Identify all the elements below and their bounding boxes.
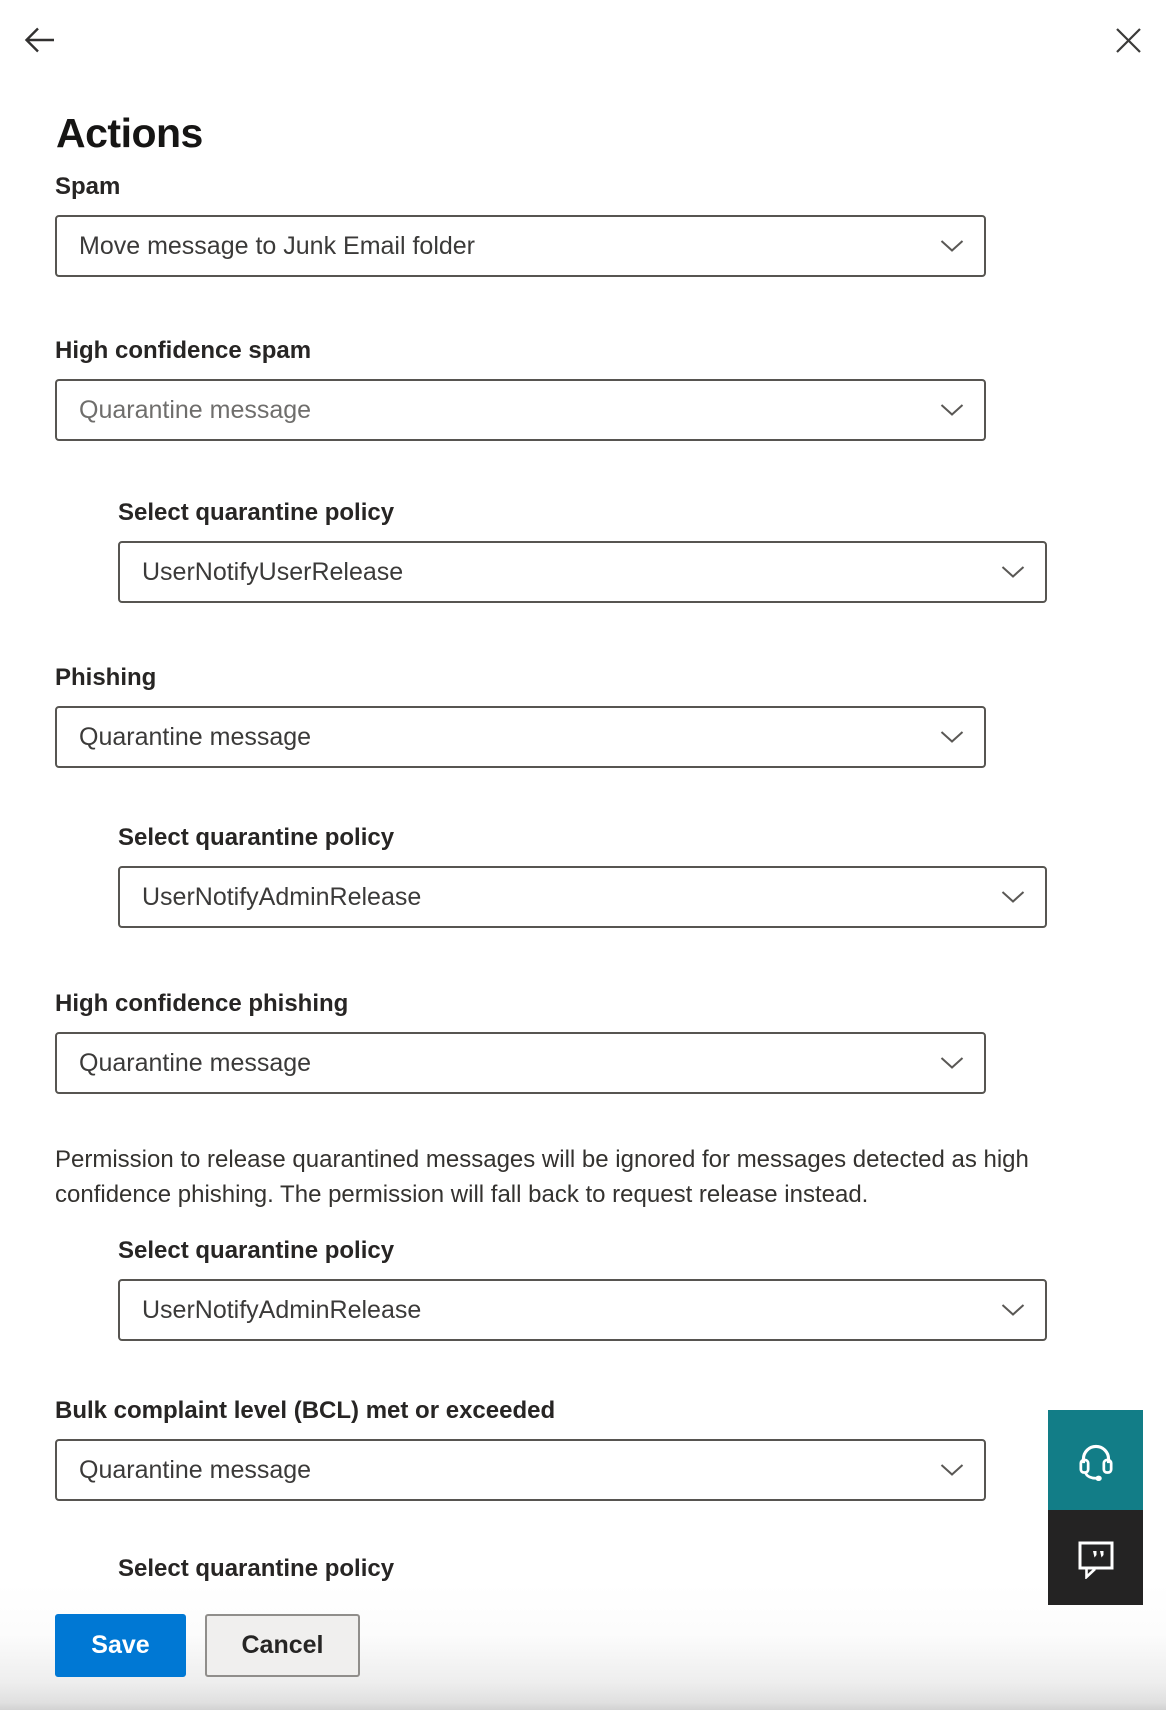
form-field-spam xyxy=(55,172,986,277)
quarantine-policy-phishing-select[interactable] xyxy=(118,866,1047,928)
high-confidence-phishing-select[interactable] xyxy=(55,1032,986,1094)
dropdown-selected-value: Quarantine message xyxy=(79,395,312,424)
chevron-down-icon xyxy=(1001,1304,1025,1317)
arrow-left-icon xyxy=(23,25,57,55)
field-label: Select quarantine policy xyxy=(118,1237,395,1264)
field-label: High confidence spam xyxy=(55,337,312,364)
phishing-select[interactable] xyxy=(55,706,986,768)
dropdown-selected-value: UserNotifyUserRelease xyxy=(142,557,404,586)
close-icon xyxy=(1115,27,1142,54)
feedback-chat-icon xyxy=(1074,1537,1118,1579)
spam-select[interactable] xyxy=(55,215,986,277)
field-label: Select quarantine policy xyxy=(118,824,395,851)
high-confidence-spam-select[interactable] xyxy=(55,379,986,441)
chevron-down-icon xyxy=(940,1057,964,1070)
chevron-down-icon xyxy=(940,404,964,417)
quarantine-policy-spam-select[interactable] xyxy=(118,541,1047,603)
feedback-button[interactable] xyxy=(1048,1510,1143,1605)
chevron-down-icon xyxy=(940,1464,964,1477)
back-button[interactable] xyxy=(14,14,66,66)
close-button[interactable] xyxy=(1102,14,1154,66)
dropdown-selected-value: Quarantine message xyxy=(79,722,312,751)
chevron-down-icon xyxy=(940,240,964,253)
dropdown-selected-value: Quarantine message xyxy=(79,1048,312,1077)
chevron-down-icon xyxy=(1001,566,1025,579)
field-label: Select quarantine policy xyxy=(118,1555,395,1582)
form-field-quarantine-policy-phishing xyxy=(118,823,1047,928)
form-field-high-confidence-spam xyxy=(55,336,986,441)
dropdown-selected-value: UserNotifyAdminRelease xyxy=(142,882,422,911)
field-label: Select quarantine policy xyxy=(118,499,395,526)
dropdown-selected-value: Move message to Junk Email folder xyxy=(79,231,476,260)
bcl-select[interactable] xyxy=(55,1439,986,1501)
chevron-down-icon xyxy=(1001,891,1025,904)
chevron-down-icon xyxy=(940,731,964,744)
form-field-high-confidence-phishing xyxy=(55,989,986,1094)
field-label: Bulk complaint level (BCL) met or exceeded xyxy=(55,1397,556,1424)
dropdown-selected-value: Quarantine message xyxy=(79,1455,312,1484)
form-field-quarantine-policy-spam xyxy=(118,498,1047,603)
field-label: High confidence phishing xyxy=(55,990,349,1017)
form-field-quarantine-policy-hcp xyxy=(118,1236,1047,1341)
save-button[interactable]: Save xyxy=(55,1614,186,1677)
high-confidence-phishing-note: Permission to release quarantined messages will be ignored for messages detected as high confidence phishing. The permission will fall back to request release instead. xyxy=(55,1146,1029,1208)
quarantine-policy-hcp-select[interactable] xyxy=(118,1279,1047,1341)
headset-icon xyxy=(1073,1437,1119,1483)
cancel-button[interactable]: Cancel xyxy=(205,1614,360,1677)
field-label: Phishing xyxy=(55,664,157,691)
dropdown-selected-value: UserNotifyAdminRelease xyxy=(142,1295,422,1324)
field-label: Spam xyxy=(55,173,121,200)
footer-bar xyxy=(0,1583,1166,1710)
form-field-bcl xyxy=(55,1396,986,1501)
page-title: Actions xyxy=(56,110,203,157)
support-button[interactable] xyxy=(1048,1410,1143,1510)
form-field-phishing xyxy=(55,663,986,768)
